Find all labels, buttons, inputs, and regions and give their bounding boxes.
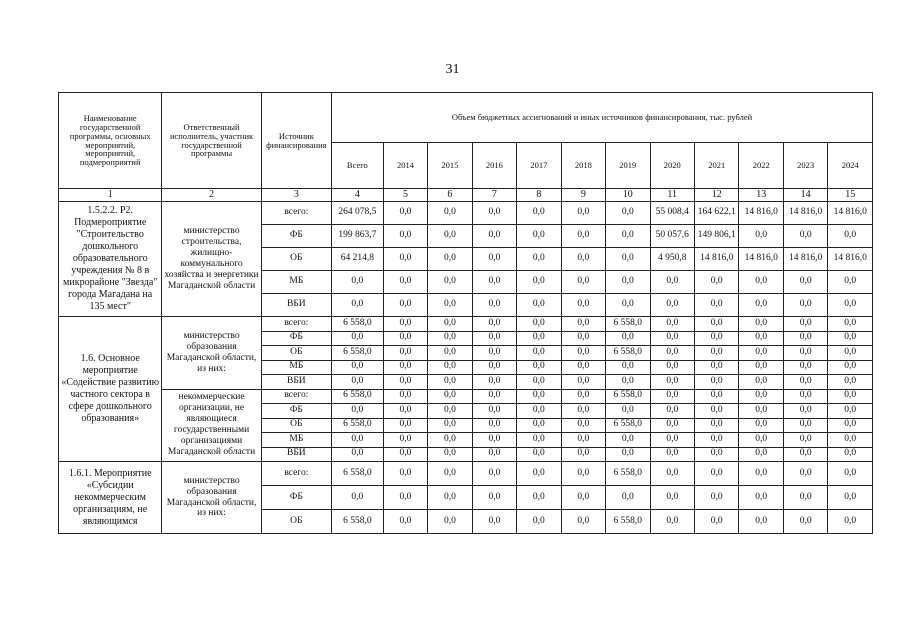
- year-value: 0,0: [561, 294, 605, 317]
- header-year: 2017: [517, 143, 561, 189]
- year-value: 0,0: [561, 346, 605, 361]
- year-value: 0,0: [428, 331, 472, 346]
- year-value: 0,0: [783, 346, 827, 361]
- funding-source: всего:: [261, 462, 331, 486]
- year-value: 0,0: [783, 294, 827, 317]
- funding-source: ВБИ: [261, 294, 331, 317]
- header-year: 2021: [694, 143, 738, 189]
- year-value: 0,0: [694, 447, 738, 462]
- year-value: 0,0: [428, 271, 472, 294]
- funding-source: МБ: [261, 271, 331, 294]
- year-value: 164 622,1: [694, 202, 738, 225]
- year-value: 0,0: [606, 271, 650, 294]
- year-value: 0,0: [383, 294, 427, 317]
- header-year: 2015: [428, 143, 472, 189]
- column-number: 3: [261, 189, 331, 202]
- header-year: 2019: [606, 143, 650, 189]
- funding-source: всего:: [261, 317, 331, 332]
- column-numbers-row: [59, 189, 873, 202]
- year-value: 0,0: [517, 404, 561, 419]
- funding-source: всего:: [261, 202, 331, 225]
- funding-source: МБ: [261, 433, 331, 448]
- year-value: 0,0: [783, 447, 827, 462]
- year-value: 0,0: [783, 389, 827, 404]
- year-value: 0,0: [517, 486, 561, 510]
- year-value: 0,0: [472, 346, 516, 361]
- total-value: 0,0: [332, 486, 384, 510]
- year-value: 0,0: [739, 294, 783, 317]
- year-value: 0,0: [561, 225, 605, 248]
- year-value: 0,0: [650, 433, 694, 448]
- year-value: 0,0: [517, 462, 561, 486]
- header-name: Наименование государственной программы, основных мероприятий, мероприятий, подмероприятий: [59, 93, 162, 189]
- year-value: 0,0: [383, 225, 427, 248]
- column-number: 6: [428, 189, 472, 202]
- year-value: 0,0: [783, 462, 827, 486]
- year-value: 0,0: [606, 375, 650, 390]
- year-value: 0,0: [783, 486, 827, 510]
- year-value: 0,0: [828, 418, 873, 433]
- year-value: 0,0: [828, 360, 873, 375]
- year-value: 0,0: [828, 331, 873, 346]
- year-value: 0,0: [561, 510, 605, 534]
- column-number: 2: [162, 189, 261, 202]
- year-value: 6 558,0: [606, 510, 650, 534]
- year-value: 50 057,6: [650, 225, 694, 248]
- year-value: 0,0: [739, 447, 783, 462]
- total-value: 0,0: [332, 404, 384, 419]
- total-value: 6 558,0: [332, 317, 384, 332]
- year-value: 0,0: [383, 346, 427, 361]
- year-value: 0,0: [606, 404, 650, 419]
- year-value: 0,0: [828, 462, 873, 486]
- year-value: 0,0: [517, 510, 561, 534]
- year-value: 0,0: [606, 486, 650, 510]
- column-number: 4: [332, 189, 384, 202]
- year-value: 0,0: [606, 225, 650, 248]
- total-value: 0,0: [332, 375, 384, 390]
- year-value: 14 816,0: [739, 202, 783, 225]
- year-value: 0,0: [517, 447, 561, 462]
- year-value: 0,0: [739, 346, 783, 361]
- funding-source: ВБИ: [261, 447, 331, 462]
- year-value: 0,0: [650, 317, 694, 332]
- year-value: 149 806,1: [694, 225, 738, 248]
- column-number: 9: [561, 189, 605, 202]
- year-value: 0,0: [606, 248, 650, 271]
- year-value: 0,0: [694, 462, 738, 486]
- year-value: 0,0: [650, 447, 694, 462]
- year-value: 0,0: [694, 510, 738, 534]
- year-value: 0,0: [472, 389, 516, 404]
- total-value: 0,0: [332, 433, 384, 448]
- funding-source: ФБ: [261, 225, 331, 248]
- year-value: 6 558,0: [606, 462, 650, 486]
- executor-name: министерство строительства, жилищно-коммунального хозяйства и энергетики Магаданской области: [162, 202, 261, 317]
- year-value: 0,0: [472, 462, 516, 486]
- year-value: 0,0: [428, 462, 472, 486]
- year-value: 0,0: [606, 294, 650, 317]
- table-row: [59, 462, 873, 486]
- year-value: 0,0: [383, 389, 427, 404]
- year-value: 0,0: [606, 360, 650, 375]
- funding-source: ФБ: [261, 331, 331, 346]
- year-value: 0,0: [783, 271, 827, 294]
- year-value: 0,0: [828, 404, 873, 419]
- year-value: 0,0: [783, 331, 827, 346]
- year-value: 0,0: [428, 447, 472, 462]
- year-value: 0,0: [472, 433, 516, 448]
- year-value: 0,0: [650, 346, 694, 361]
- year-value: 0,0: [561, 331, 605, 346]
- year-value: 0,0: [828, 486, 873, 510]
- year-value: 0,0: [383, 202, 427, 225]
- header-year: 2016: [472, 143, 516, 189]
- year-value: 6 558,0: [606, 418, 650, 433]
- year-value: 0,0: [828, 375, 873, 390]
- year-value: 0,0: [650, 294, 694, 317]
- year-value: 0,0: [428, 404, 472, 419]
- year-value: 0,0: [428, 375, 472, 390]
- year-value: 0,0: [828, 225, 873, 248]
- total-value: 0,0: [332, 447, 384, 462]
- funding-source: ОБ: [261, 248, 331, 271]
- budget-table: [58, 92, 873, 534]
- year-value: 0,0: [472, 360, 516, 375]
- header-source: Источник финансирования: [261, 93, 331, 189]
- year-value: 55 008,4: [650, 202, 694, 225]
- year-value: 0,0: [428, 360, 472, 375]
- year-value: 0,0: [739, 389, 783, 404]
- column-number: 5: [383, 189, 427, 202]
- year-value: 0,0: [472, 447, 516, 462]
- year-value: 0,0: [472, 418, 516, 433]
- year-value: 6 558,0: [606, 389, 650, 404]
- year-value: 0,0: [561, 202, 605, 225]
- total-value: 0,0: [332, 360, 384, 375]
- total-value: 6 558,0: [332, 346, 384, 361]
- year-value: 0,0: [561, 317, 605, 332]
- year-value: 0,0: [783, 510, 827, 534]
- funding-source: МБ: [261, 360, 331, 375]
- year-value: 0,0: [472, 331, 516, 346]
- header-executor: Ответственный исполнитель, участник государственной программы: [162, 93, 261, 189]
- year-value: 0,0: [606, 447, 650, 462]
- header-year: 2020: [650, 143, 694, 189]
- year-value: 0,0: [517, 360, 561, 375]
- year-value: 0,0: [517, 433, 561, 448]
- year-value: 0,0: [472, 375, 516, 390]
- year-value: 14 816,0: [739, 248, 783, 271]
- year-value: 0,0: [828, 389, 873, 404]
- year-value: 0,0: [694, 331, 738, 346]
- column-number: 13: [739, 189, 783, 202]
- year-value: 0,0: [517, 375, 561, 390]
- table-row: [59, 202, 873, 225]
- year-value: 0,0: [739, 418, 783, 433]
- year-value: 0,0: [561, 389, 605, 404]
- total-value: 6 558,0: [332, 462, 384, 486]
- total-value: 6 558,0: [332, 418, 384, 433]
- year-value: 14 816,0: [783, 248, 827, 271]
- total-value: 0,0: [332, 331, 384, 346]
- year-value: 0,0: [783, 404, 827, 419]
- year-value: 0,0: [694, 433, 738, 448]
- funding-source: ОБ: [261, 346, 331, 361]
- executor-name: министерство образования Магаданской области, из них:: [162, 462, 261, 534]
- year-value: 0,0: [428, 317, 472, 332]
- year-value: 0,0: [517, 331, 561, 346]
- year-value: 0,0: [517, 248, 561, 271]
- year-value: 0,0: [739, 375, 783, 390]
- year-value: 0,0: [561, 447, 605, 462]
- year-value: 0,0: [517, 346, 561, 361]
- year-value: 0,0: [783, 418, 827, 433]
- year-value: 0,0: [517, 225, 561, 248]
- year-value: 0,0: [428, 202, 472, 225]
- year-value: 0,0: [650, 462, 694, 486]
- year-value: 0,0: [472, 271, 516, 294]
- year-value: 0,0: [517, 317, 561, 332]
- year-value: 0,0: [383, 418, 427, 433]
- year-value: 0,0: [606, 433, 650, 448]
- measure-name: 1.6.1. Мероприятие «Субсидии некоммерческим организациям, не являющимся: [59, 462, 162, 534]
- year-value: 0,0: [383, 331, 427, 346]
- year-value: 0,0: [428, 433, 472, 448]
- year-value: 0,0: [561, 360, 605, 375]
- year-value: 0,0: [472, 294, 516, 317]
- page-number: 31: [445, 62, 460, 77]
- year-value: 0,0: [828, 271, 873, 294]
- funding-source: всего:: [261, 389, 331, 404]
- header-year: 2022: [739, 143, 783, 189]
- year-value: 0,0: [694, 271, 738, 294]
- year-value: 0,0: [383, 433, 427, 448]
- year-value: 0,0: [383, 317, 427, 332]
- year-value: 0,0: [783, 433, 827, 448]
- funding-source: ФБ: [261, 486, 331, 510]
- funding-source: ОБ: [261, 510, 331, 534]
- year-value: 0,0: [561, 418, 605, 433]
- total-value: 64 214,8: [332, 248, 384, 271]
- year-value: 0,0: [783, 375, 827, 390]
- year-value: 0,0: [561, 433, 605, 448]
- year-value: 0,0: [561, 271, 605, 294]
- year-value: 0,0: [428, 510, 472, 534]
- header-total: Всего: [332, 143, 384, 189]
- year-value: 0,0: [428, 389, 472, 404]
- total-value: 6 558,0: [332, 510, 384, 534]
- header-year: 2018: [561, 143, 605, 189]
- year-value: 0,0: [561, 486, 605, 510]
- year-value: 0,0: [650, 418, 694, 433]
- year-value: 0,0: [472, 317, 516, 332]
- year-value: 0,0: [517, 389, 561, 404]
- year-value: 0,0: [472, 225, 516, 248]
- funding-source: ВБИ: [261, 375, 331, 390]
- table-row: [59, 317, 873, 332]
- year-value: 0,0: [428, 486, 472, 510]
- year-value: 0,0: [561, 404, 605, 419]
- year-value: 0,0: [472, 486, 516, 510]
- year-value: 0,0: [650, 486, 694, 510]
- header-year: 2023: [783, 143, 827, 189]
- year-value: 0,0: [694, 418, 738, 433]
- year-value: 0,0: [694, 486, 738, 510]
- year-value: 0,0: [650, 389, 694, 404]
- year-value: 0,0: [739, 510, 783, 534]
- executor-name: министерство образования Магаданской области, из них:: [162, 317, 261, 390]
- column-number: 14: [783, 189, 827, 202]
- year-value: 0,0: [739, 462, 783, 486]
- funding-source: ОБ: [261, 418, 331, 433]
- year-value: 0,0: [828, 433, 873, 448]
- year-value: 0,0: [472, 510, 516, 534]
- year-value: 0,0: [428, 294, 472, 317]
- year-value: 0,0: [694, 389, 738, 404]
- year-value: 0,0: [428, 248, 472, 271]
- column-number: 1: [59, 189, 162, 202]
- year-value: 0,0: [472, 404, 516, 419]
- year-value: 0,0: [739, 225, 783, 248]
- year-value: 0,0: [517, 294, 561, 317]
- column-number: 7: [472, 189, 516, 202]
- funding-source: ФБ: [261, 404, 331, 419]
- year-value: 0,0: [650, 331, 694, 346]
- year-value: 0,0: [694, 317, 738, 332]
- year-value: 0,0: [561, 375, 605, 390]
- total-value: 264 078,5: [332, 202, 384, 225]
- year-value: 0,0: [561, 462, 605, 486]
- header-year: 2024: [828, 143, 873, 189]
- table-header: [59, 93, 873, 202]
- year-value: 0,0: [694, 294, 738, 317]
- header-volume: Объем бюджетных ассигнований и иных источников финансирования, тыс. рублей: [332, 93, 873, 143]
- year-value: 0,0: [561, 248, 605, 271]
- year-value: 0,0: [517, 271, 561, 294]
- year-value: 0,0: [650, 271, 694, 294]
- table-row: [59, 389, 873, 404]
- year-value: 6 558,0: [606, 346, 650, 361]
- year-value: 0,0: [472, 248, 516, 271]
- column-number: 11: [650, 189, 694, 202]
- year-value: 0,0: [428, 225, 472, 248]
- year-value: 14 816,0: [828, 248, 873, 271]
- year-value: 0,0: [383, 248, 427, 271]
- year-value: 0,0: [739, 331, 783, 346]
- year-value: 0,0: [739, 486, 783, 510]
- year-value: 0,0: [383, 360, 427, 375]
- year-value: 0,0: [650, 360, 694, 375]
- year-value: 0,0: [828, 447, 873, 462]
- measure-name: 1.5.2.2. Р2. Подмероприятие "Строительство дошкольного образовательного учреждения № 8 в микрорайоне "Звезда" города Магадана на 135 мест": [59, 202, 162, 317]
- year-value: 0,0: [383, 462, 427, 486]
- year-value: 0,0: [828, 346, 873, 361]
- year-value: 0,0: [783, 360, 827, 375]
- year-value: 0,0: [383, 510, 427, 534]
- total-value: 0,0: [332, 294, 384, 317]
- year-value: 14 816,0: [828, 202, 873, 225]
- year-value: 0,0: [428, 418, 472, 433]
- column-number: 12: [694, 189, 738, 202]
- year-value: 14 816,0: [694, 248, 738, 271]
- year-value: 0,0: [694, 375, 738, 390]
- year-value: 0,0: [383, 447, 427, 462]
- year-value: 6 558,0: [606, 317, 650, 332]
- year-value: 0,0: [828, 510, 873, 534]
- year-value: 0,0: [606, 202, 650, 225]
- year-value: 0,0: [650, 375, 694, 390]
- year-value: 0,0: [383, 271, 427, 294]
- year-value: 0,0: [694, 404, 738, 419]
- measure-name: 1.6. Основное мероприятие «Содействие развитию частного сектора в сфере дошкольного образования»: [59, 317, 162, 462]
- table-body: [59, 202, 873, 534]
- year-value: 0,0: [383, 375, 427, 390]
- total-value: 6 558,0: [332, 389, 384, 404]
- year-value: 0,0: [517, 418, 561, 433]
- year-value: 0,0: [739, 360, 783, 375]
- year-value: 0,0: [517, 202, 561, 225]
- year-value: 0,0: [472, 202, 516, 225]
- year-value: 0,0: [606, 331, 650, 346]
- column-number: 8: [517, 189, 561, 202]
- column-number: 10: [606, 189, 650, 202]
- year-value: 0,0: [694, 360, 738, 375]
- executor-name: некоммерческие организации, не являющиеся государственными организациями Магаданской области: [162, 389, 261, 462]
- year-value: 0,0: [428, 346, 472, 361]
- year-value: 0,0: [783, 317, 827, 332]
- year-value: 0,0: [739, 404, 783, 419]
- year-value: 0,0: [828, 294, 873, 317]
- year-value: 0,0: [650, 510, 694, 534]
- year-value: 0,0: [650, 404, 694, 419]
- total-value: 0,0: [332, 271, 384, 294]
- year-value: 0,0: [828, 317, 873, 332]
- year-value: 0,0: [739, 317, 783, 332]
- year-value: 0,0: [783, 225, 827, 248]
- total-value: 199 863,7: [332, 225, 384, 248]
- year-value: 0,0: [383, 404, 427, 419]
- year-value: 0,0: [694, 346, 738, 361]
- year-value: 0,0: [739, 433, 783, 448]
- year-value: 0,0: [739, 271, 783, 294]
- header-year: 2014: [383, 143, 427, 189]
- year-value: 4 950,8: [650, 248, 694, 271]
- year-value: 0,0: [383, 486, 427, 510]
- year-value: 14 816,0: [783, 202, 827, 225]
- column-number: 15: [828, 189, 873, 202]
